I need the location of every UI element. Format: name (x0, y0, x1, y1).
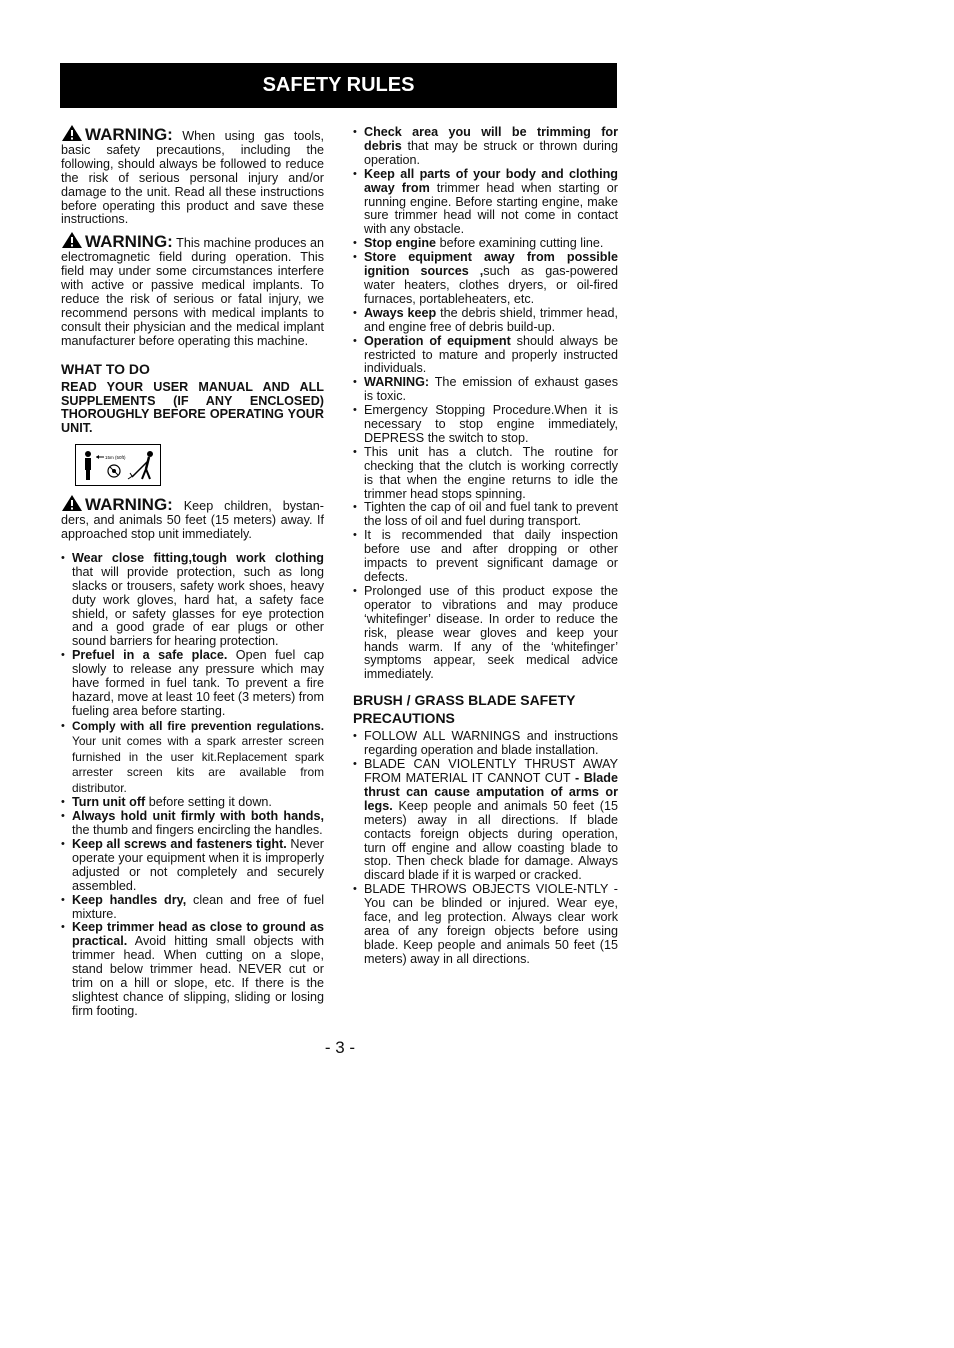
page-title: SAFETY RULES (262, 74, 415, 96)
list-item: • Aways keep the debris shield, trimmer head, and engine free of debris build-up. (353, 307, 618, 335)
page-number: - 3 - (324, 1038, 356, 1057)
warning-heading: WARNING: (61, 495, 173, 514)
safety-distance-symbol (75, 444, 161, 486)
list-item: • Always hold unit firmly with both hands, the thumb and fingers encircling the handles. (61, 810, 324, 838)
warning-triangle-icon (61, 124, 83, 142)
warning-text: Keep children, bystan-ders, and animals 50 feet (15 meters) away. If approached stop unit immediately. (61, 499, 324, 542)
warning-triangle-icon (61, 494, 83, 512)
warning-electro-paragraph-1 (61, 124, 324, 227)
list-item: • Turn unit off before setting it down. (61, 796, 324, 810)
distance-pictogram-icon (76, 445, 160, 485)
list-item: • FOLLOW ALL WARNINGS and instructions regarding operation and blade installation. (353, 730, 618, 758)
list-item: • BLADE CAN VIOLENTLY THRUST AWAY FROM MATERIAL IT CANNOT CUT - Blade thrust can cause amputation of arms or legs. Keep people and animals 50 feet (15 meters) away in all directions. If blade contacts foreign objects during operation, turn off engine and allow coasting blade to stop. Then check blade for damage. Always discard blade if it is warped or cracked. (353, 758, 618, 883)
right-column (353, 126, 618, 967)
list-item: • Store equipment away from possible ignition sources ,such as gas-powered water heaters, clothes dryers, or oil-fired furnaces, portableheaters, etc. (353, 251, 618, 307)
list-item: • Keep trimmer head as close to ground as practical. Avoid hitting small objects with trimmer head. When cutting on a slope, stand below trimmer head. NEVER cut or trim on a hill or slope, etc. If there is the slightest chance of slipping, sliding or losing firm footing. (61, 921, 324, 1018)
what-to-do-heading: WHAT TO DO (61, 360, 150, 377)
warning-triangle-icon (61, 231, 83, 249)
distance-text: 15m (50ft) (105, 455, 126, 461)
list-item: • BLADE THROWS OBJECTS VIOLE-NTLY - You can be blinded or injured. Wear eye, face, and leg protection. Always clear work area of any foreign objects before using blade. Keep people and animals 50 feet (15 meters) away in all directions. (353, 883, 618, 966)
warning-text: This machine produces an electromagnetic field during operation. This field may under some circumstances interfere with active or passive medical implants. To reduce the risk of serious or fatal injury, we recommend persons with medical implants to consult their physician and the medical implant manufacturer before operating this machine. (61, 236, 324, 348)
left-column (61, 124, 324, 1019)
right-safety-list (353, 126, 618, 682)
warning-bystanders-paragraph (61, 494, 324, 542)
list-item: • Tighten the cap of oil and fuel tank to prevent the loss of oil and fuel during transport. (353, 501, 618, 529)
title-bar (60, 63, 617, 108)
blade-safety-heading: BRUSH / GRASS BLADE SAFETY PRECAUTIONS (353, 692, 576, 727)
list-item: • Keep all screws and fasteners tight. Never operate your equipment when it is improperly adjusted or not completely and securely assembled. (61, 838, 324, 894)
list-item: • Emergency Stopping Procedure.When it is necessary to stop engine immediately, DEPRESS the switch to stop. (353, 404, 618, 446)
list-item: • It is recommended that daily inspection before use and after dropping or other impacts to prevent significant damage or defects. (353, 529, 618, 585)
warning-text: When using gas tools, basic safety precautions, including the following, should always be followed to reduce the risk of serious personal injury and/or damage to the unit. Read all these instructions before operating this product and save these instructions. (61, 129, 324, 227)
blade-safety-list (353, 730, 618, 966)
warning-heading: WARNING: (61, 125, 173, 144)
read-manual-text: READ YOUR USER MANUAL AND ALL SUPPLEMENTS (IF ANY ENCLOSED) THOROUGHLY BEFORE OPERATING YOUR UNIT. (61, 379, 324, 436)
list-item: • Prefuel in a safe place. Open fuel cap slowly to release any pressure which may have formed in fuel tank. To prevent a fire hazard, move at least 10 feet (3 meters) from fueling area before starting. (61, 649, 324, 719)
list-item: • Prolonged use of this product expose the operator to vibrations and may produce ‘whitefinger’ disease. In order to reduce the risk, please wear gloves and keep your hands warm. If any of the ‘whitefinger’ symptoms appear, seek medical advice immediately. (353, 585, 618, 682)
list-item: • Keep handles dry, clean and free of fuel mixture. (61, 894, 324, 922)
list-item: • Check area you will be trimming for debris that may be struck or thrown during operation. (353, 126, 618, 168)
warning-electro-paragraph-2 (61, 231, 324, 348)
list-item: • Stop engine before examining cutting line. (353, 237, 618, 251)
list-item: • Keep all parts of your body and clothing away from trimmer head when starting or running engine. Before starting engine, make sure trimmer head will not come in contact with any obstacle. (353, 168, 618, 238)
list-item: • Operation of equipment should always be restricted to mature and properly instructed individuals. (353, 335, 618, 377)
list-item: • Wear close fitting,tough work clothing that will provide protection, such as long slacks or trousers, safety work shoes, heavy duty work gloves, hard hat, a safety face shield, or safety glasses for eye protection and a good grade of ear plugs or other sound barriers for hearing protection. (61, 552, 324, 649)
list-item: • WARNING: The emission of exhaust gases is toxic. (353, 376, 618, 404)
left-safety-list (61, 552, 324, 1019)
list-item: • Comply with all fire prevention regulations. Your unit comes with a spark arrester screen furnished in the user kit.Replacement spark arrester screen kits are available from distributor. (61, 719, 324, 797)
warning-heading: WARNING: (61, 232, 173, 251)
list-item: • This unit has a clutch. The routine for checking that the clutch is working correctly is that when the engine returns to idle the trimmer head stops spinning. (353, 446, 618, 502)
